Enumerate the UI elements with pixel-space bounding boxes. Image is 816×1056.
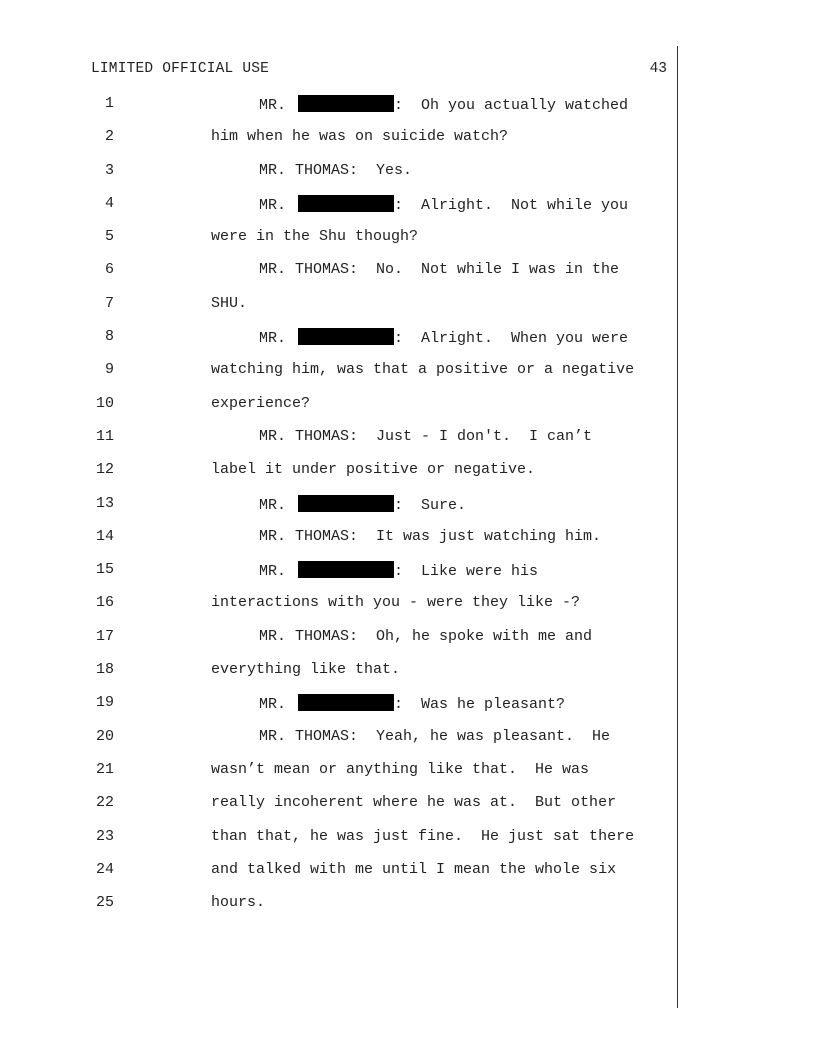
line-number: 9 — [104, 361, 114, 379]
spoken-text: : Like were his — [394, 563, 539, 581]
line-text: and talked with me until I mean the whole six — [211, 860, 617, 878]
line-text: wasn’t mean or anything like that. He was — [211, 760, 590, 778]
line-text — [259, 95, 628, 114]
speaker-prefix: MR. — [259, 196, 287, 214]
transcript-line — [0, 591, 816, 624]
line-text — [259, 328, 628, 347]
line-number: 24 — [95, 860, 114, 878]
spoken-text: : Was he pleasant? — [394, 696, 566, 714]
line-text: watching him, was that a positive or a negative — [211, 361, 635, 379]
transcript-line — [0, 858, 816, 891]
speaker-prefix: MR. — [259, 496, 287, 514]
line-text: MR. THOMAS: Just - I don't. I can’t — [259, 427, 593, 445]
line-text: MR. THOMAS: No. Not while I was in the — [259, 261, 620, 279]
line-number: 15 — [95, 561, 114, 579]
line-text — [259, 694, 565, 713]
line-number: 12 — [95, 461, 114, 479]
transcript-line — [0, 392, 816, 425]
transcript-line — [0, 492, 816, 525]
spoken-text: : Sure. — [394, 496, 467, 514]
transcript-line — [0, 458, 816, 491]
spoken-text: : Oh you actually watched — [394, 97, 629, 114]
redaction-box — [298, 495, 394, 512]
transcript-line — [0, 825, 816, 858]
line-text: MR. THOMAS: Oh, he spoke with me and — [259, 627, 593, 645]
spoken-text: : Alright. When you were — [394, 330, 629, 348]
line-number: 14 — [95, 527, 114, 545]
line-text — [259, 561, 538, 580]
transcript-line — [0, 658, 816, 691]
transcript-line — [0, 358, 816, 391]
line-number: 13 — [95, 494, 114, 512]
line-number: 2 — [104, 128, 114, 146]
line-text: MR. THOMAS: Yes. — [259, 161, 413, 179]
line-text: experience? — [211, 394, 311, 412]
line-number: 8 — [104, 328, 114, 346]
transcript-line — [0, 625, 816, 658]
line-number: 4 — [104, 194, 114, 212]
transcript-line — [0, 758, 816, 791]
transcript-line — [0, 558, 816, 591]
line-text — [259, 195, 628, 214]
line-number: 23 — [95, 827, 114, 845]
line-text: interactions with you - were they like -? — [211, 594, 581, 612]
line-text: label it under positive or negative. — [211, 461, 536, 479]
line-number: 10 — [95, 394, 114, 412]
line-number: 11 — [95, 427, 114, 445]
line-text: were in the Shu though? — [211, 228, 419, 246]
transcript-line — [0, 159, 816, 192]
line-number: 17 — [95, 627, 114, 645]
line-number: 20 — [95, 727, 114, 745]
line-number: 21 — [95, 760, 114, 778]
speaker-prefix: MR. — [259, 696, 287, 714]
transcript-line — [0, 791, 816, 824]
redaction-box — [298, 195, 394, 212]
line-text: MR. THOMAS: It was just watching him. — [259, 527, 602, 545]
transcript-line — [0, 225, 816, 258]
line-text: than that, he was just fine. He just sat there — [211, 827, 635, 845]
transcript-line — [0, 258, 816, 291]
line-number: 6 — [104, 261, 114, 279]
line-number: 19 — [95, 694, 114, 712]
transcript-body — [0, 92, 816, 924]
transcript-line — [0, 525, 816, 558]
line-number: 3 — [104, 161, 114, 179]
transcript-line — [0, 425, 816, 458]
line-number: 22 — [95, 794, 114, 812]
transcript-line — [0, 691, 816, 724]
line-text — [259, 495, 466, 514]
transcript-line — [0, 292, 816, 325]
line-text: everything like that. — [211, 661, 401, 679]
line-text: MR. THOMAS: Yeah, he was pleasant. He — [259, 727, 611, 745]
transcript-line — [0, 192, 816, 225]
line-number: 18 — [95, 661, 114, 679]
transcript-line — [0, 725, 816, 758]
redaction-box — [298, 95, 394, 112]
line-text: hours. — [211, 894, 266, 912]
line-number: 1 — [104, 95, 114, 112]
line-number: 7 — [104, 294, 114, 312]
line-text: really incoherent where he was at. But other — [211, 794, 617, 812]
line-number: 16 — [95, 594, 114, 612]
transcript-line — [0, 325, 816, 358]
redaction-box — [298, 561, 394, 578]
spoken-text: : Alright. Not while you — [394, 196, 629, 214]
transcript-line — [0, 92, 816, 125]
line-text: SHU. — [211, 294, 248, 312]
page-number: 43 — [649, 61, 667, 77]
speaker-prefix: MR. — [259, 330, 287, 348]
page-header — [91, 61, 667, 81]
transcript-line — [0, 891, 816, 924]
classification-label: LIMITED OFFICIAL USE — [91, 61, 270, 77]
redaction-box — [298, 328, 394, 345]
speaker-prefix: MR. — [259, 97, 287, 114]
transcript-line — [0, 125, 816, 158]
line-number: 5 — [104, 228, 114, 246]
line-number: 25 — [95, 894, 114, 912]
line-text: him when he was on suicide watch? — [211, 128, 509, 146]
speaker-prefix: MR. — [259, 563, 287, 581]
redaction-box — [298, 694, 394, 711]
